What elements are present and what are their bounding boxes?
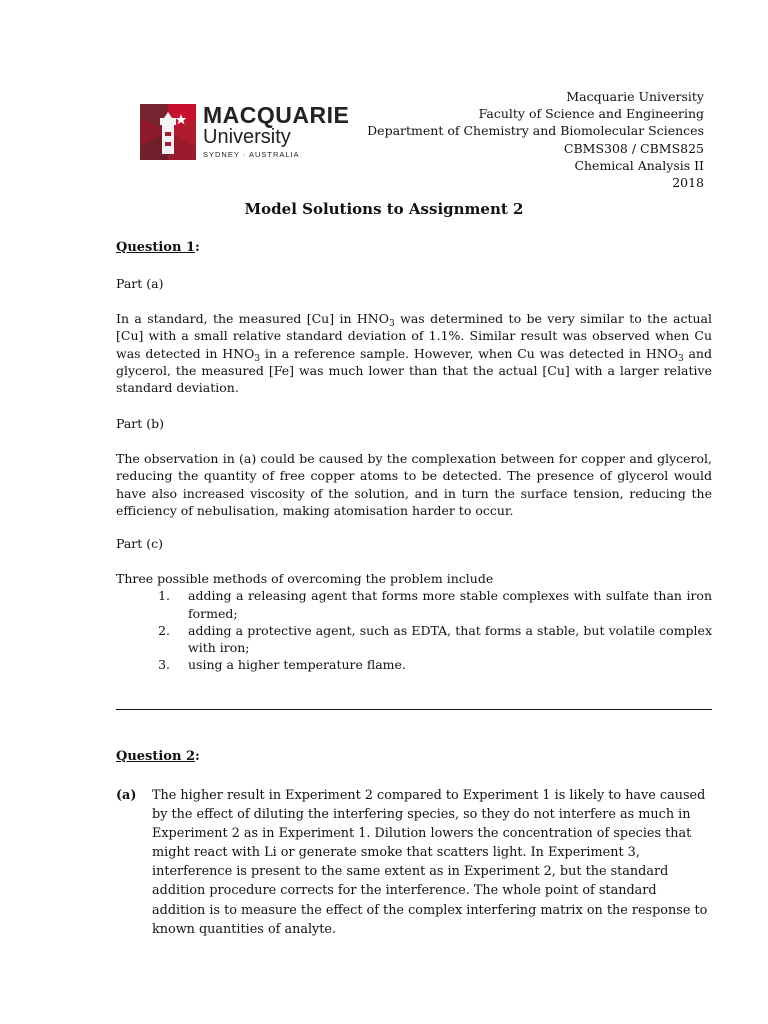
header-line: 2018 xyxy=(672,175,704,191)
logo-university: University xyxy=(203,126,291,148)
list-item xyxy=(116,587,712,622)
question-2a-label: (a) xyxy=(116,788,137,803)
document-title: Model Solutions to Assignment 2 xyxy=(244,200,524,218)
part-b-paragraph: The observation in (a) could be caused by the complexation between for copper and glycerol, reducing the quantity of free copper atoms to be detected. The presence of glycerol would have also increased viscosity of the solution, and in turn the surface tension, reducing the efficiency of nebulisation, making atomisation harder to occur. xyxy=(116,451,712,518)
part-a-text-2: was determined to be very similar to the actual [Cu] with a small relative standard deviation of 1.1%. Similar result was observed when Cu was detected in HNO xyxy=(116,311,712,361)
header-address-block xyxy=(367,88,704,191)
question-2a-text: The higher result in Experiment 2 compared to Experiment 1 is likely to have caused by the effect of diluting the interfering species, so they do not interfere as much in Experiment 2 as in Experiment 1. Dilution lowers the concentration of species that might react with Li or generate smoke that scatters light. In Experiment 3, interference is present to the same extent as in Experiment 2, but the standard addition procedure corrects for the interference. The whole point of standard addition is to measure the effect of the complex interfering matrix on the response to known quantities of analyte. xyxy=(152,788,708,937)
question-1-colon: : xyxy=(195,240,200,255)
part-a-label: Part (a) xyxy=(116,276,164,291)
part-a-paragraph xyxy=(116,310,712,396)
question-2-heading xyxy=(116,749,200,764)
section-divider xyxy=(116,709,712,710)
list-item xyxy=(116,622,712,657)
list-number: 3. xyxy=(158,657,170,673)
part-c-label: Part (c) xyxy=(116,536,164,551)
header-line: Department of Chemistry and Biomolecular Sciences xyxy=(367,123,704,139)
list-number: 2. xyxy=(158,622,170,638)
list-text: adding a releasing agent that forms more stable complexes with sulfate than iron formed; xyxy=(188,588,712,621)
part-c-intro: Three possible methods of overcoming the problem include xyxy=(116,571,494,586)
logo-location: SYDNEY · AUSTRALIA xyxy=(203,150,300,159)
question-2-colon: : xyxy=(195,749,200,764)
list-text: adding a protective agent, such as EDTA, that forms a stable, but volatile complex with iron; xyxy=(188,622,712,656)
lighthouse-shield-icon xyxy=(140,104,196,160)
list-item xyxy=(116,656,712,673)
part-a-text-4: and glycerol, the measured [Fe] was much lower than that the actual [Cu] with a larger relative standard deviation. xyxy=(116,345,712,396)
part-a-text-1: In a standard, the measured [Cu] in HNO xyxy=(116,311,389,326)
list-number: 1. xyxy=(158,588,170,604)
macquarie-logo xyxy=(140,102,350,162)
subscript: 3 xyxy=(389,319,395,329)
part-b-label: Part (b) xyxy=(116,416,165,431)
question-1-heading xyxy=(116,240,200,255)
part-a-text-3: in a reference sample. However, when Cu was detected in HNO xyxy=(260,345,678,361)
header-line: Chemical Analysis II xyxy=(574,157,704,173)
header-line: Macquarie University xyxy=(566,89,704,104)
subscript: 3 xyxy=(677,353,684,364)
question-1-label: Question 1 xyxy=(116,240,196,255)
subscript: 3 xyxy=(254,353,261,364)
header-line: CBMS308 / CBMS825 xyxy=(563,140,704,156)
part-c-list xyxy=(116,570,712,674)
logo-wordmark: MACQUARIE xyxy=(203,102,350,128)
question-2a-answer xyxy=(116,786,712,939)
list-text: using a higher temperature flame. xyxy=(188,657,406,673)
question-2-label: Question 2 xyxy=(116,749,196,764)
header-line: Faculty of Science and Engineering xyxy=(478,106,704,122)
